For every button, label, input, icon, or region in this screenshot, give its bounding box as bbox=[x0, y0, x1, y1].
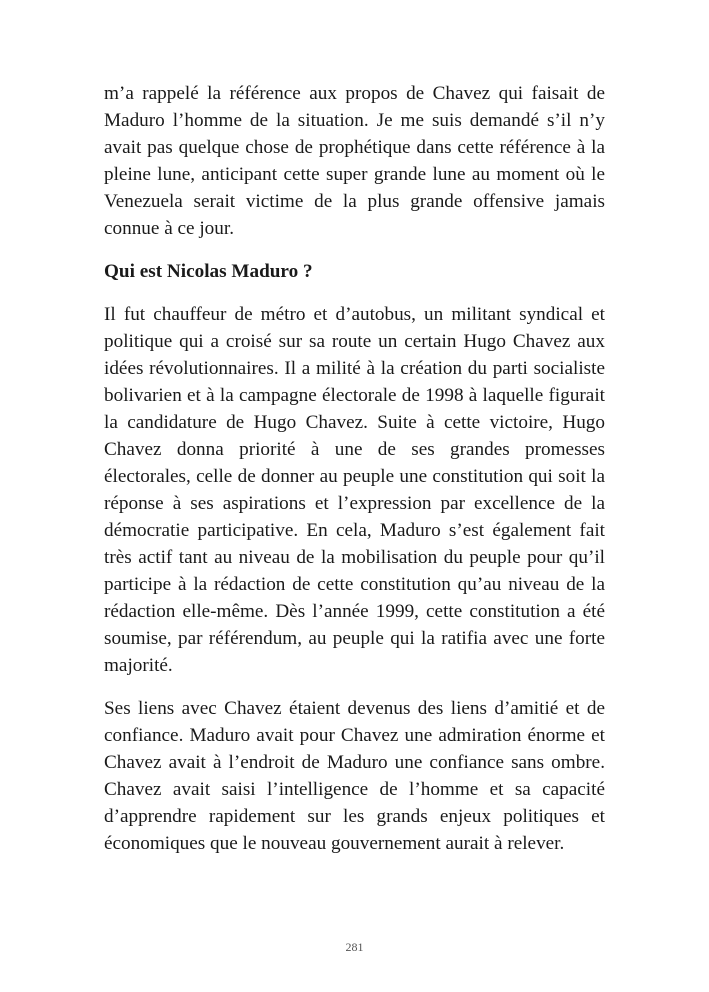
section-heading: Qui est Nicolas Maduro ? bbox=[104, 261, 313, 282]
page-body bbox=[104, 80, 605, 857]
paragraph: m’a rappelé la référence aux propos de Chavez qui faisait de Maduro l’homme de la situation. Je me suis demandé s’il n’y avait pas quelque chose de prophétique dans cette référence à la pleine lune, anticipant cette super grande lune au moment où le Venezuela serait victime de la plus grande offensive jamais connue à ce jour. bbox=[104, 83, 605, 239]
paragraph: Ses liens avec Chavez étaient devenus des liens d’amitié et de confiance. Maduro avait pour Chavez une admiration énorme et Chavez avait à l’endroit de Maduro une confiance sans ombre. Chavez avait saisi l’intelligence de l’homme et sa capacité d’apprendre rapidement sur les grands enjeux politiques et économiques que le nouveau gouvernement aurait à relever. bbox=[104, 698, 605, 854]
paragraph: Il fut chauffeur de métro et d’autobus, un militant syndical et politique qui a croisé sur sa route un certain Hugo Chavez aux idées révolutionnaires. Il a milité à la création du parti socialiste bolivarien et à la campagne électorale de 1998 à laquelle figurait la candidature de Hugo Chavez. Suite à cette victoire, Hugo Chavez donna priorité à une de ses grandes promesses électorales, celle de donner au peuple une constitution qui soit la réponse à ses aspirations et l’expression par excellence de la démocratie participative. En cela, Maduro s’est également fait très actif tant au niveau de la mobilisation du peuple pour qu’il participe à la rédaction de cette constitution qu’au niveau de la rédaction elle-même. Dès l’année 1999, cette constitution a été soumise, par référendum, au peuple qui la ratifia avec une forte majorité. bbox=[104, 304, 605, 676]
page-number: 281 bbox=[345, 940, 364, 954]
